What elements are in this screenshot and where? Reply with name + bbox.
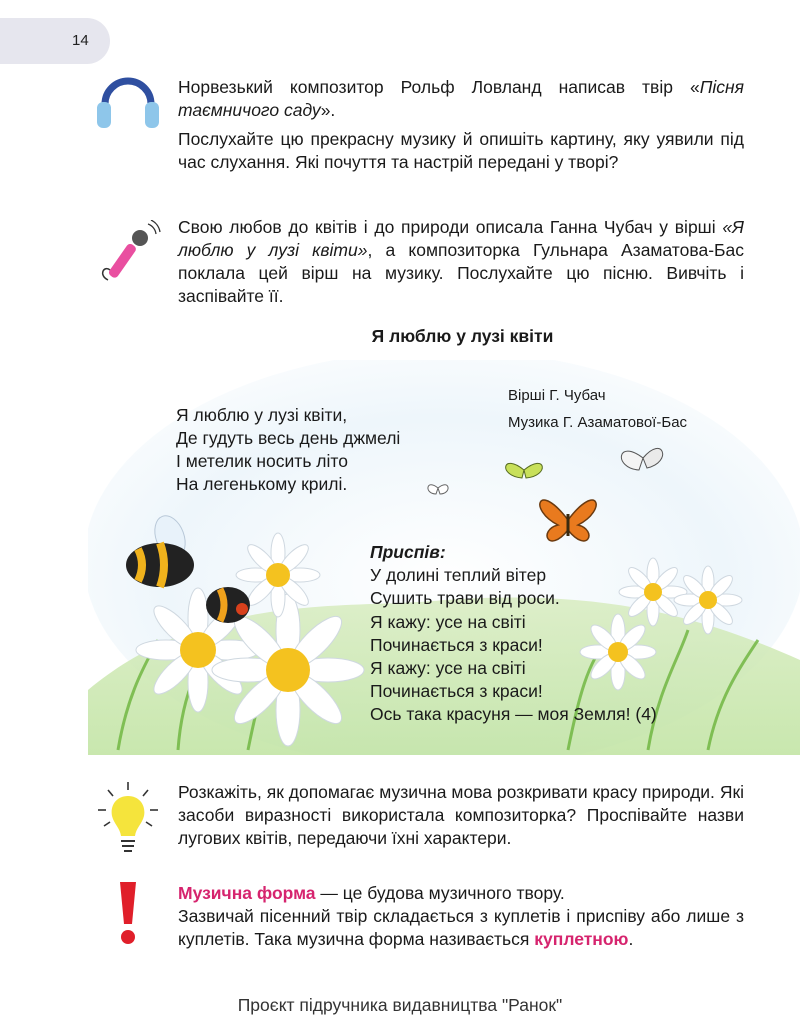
chorus-label: Приспів:	[370, 542, 446, 562]
verse-line: Я люблю у лузі квіти,	[176, 405, 348, 425]
light-bulb-icon	[96, 780, 160, 858]
music-form-definition: Музична форма — це будова музичного твору. Зазвичай пісенний твір складається з куплетів і приспіву або лише з куплетів. Така музична форма називається куплетною.	[178, 883, 744, 949]
chorus-line: Я кажу: усе на світі	[370, 658, 526, 679]
music-credit: Музика Г. Азаматової-Бас	[508, 414, 688, 431]
verse-line: Де гудуть весь день джмелі	[176, 428, 401, 448]
verse-line: І метелик носить літо	[176, 451, 348, 471]
song-verse	[176, 404, 400, 496]
sing-task: Свою любов до квітів і до природи описала Ганна Чубач у вірші «Я люблю у лузі квіти», а композиторка Гульнара Азаматова-Бас поклала цей вірш на музику. Послухайте цю пісню. Вивчіть і заспівайте її.	[178, 217, 744, 306]
exclamation-icon	[114, 880, 142, 946]
page-number-tab	[0, 18, 110, 64]
page-number: 14	[72, 32, 89, 49]
chorus-line: Сушить трави від роси.	[370, 588, 560, 609]
term-couplet: куплетною	[534, 929, 629, 949]
chorus-line: Починається з краси!	[370, 681, 543, 702]
song-title: Я люблю у лузі квіти	[371, 326, 554, 346]
song-chorus	[370, 541, 657, 727]
verse-line: На легенькому крилі.	[176, 474, 348, 494]
lyrics-credit: Вірші Г. Чубач	[508, 387, 606, 404]
daisy-right-2	[674, 566, 742, 634]
idea-task: Розкажіть, як допомагає музична мова розкривати красу природи. Які засоби виразності використала композиторка? Проспівайте назви лугових квітів, передаючи їхні характери.	[178, 782, 744, 848]
headphones-icon	[95, 76, 161, 132]
chorus-line: Я кажу: усе на світі	[370, 611, 526, 632]
song-credits	[508, 382, 687, 436]
chorus-line: У долині теплий вітер	[370, 565, 547, 586]
microphone-icon	[96, 220, 162, 286]
term-music-form: Музична форма	[178, 883, 316, 903]
footer-note: Проєкт підручника видавництва "Ранок"	[237, 995, 563, 1015]
listen-task: Норвезький композитор Рольф Ловланд написав твір «Пісня таємничого саду». Послухайте цю прекрасну музику й опишіть картину, яку уявили під час слухання. Які почуття та настрій передані у творі?	[178, 77, 744, 172]
chorus-line: Починається з краси!	[370, 634, 543, 655]
bumblebee-center	[206, 587, 250, 623]
chorus-line: Ось така красуня — моя Земля! (4)	[370, 704, 657, 725]
